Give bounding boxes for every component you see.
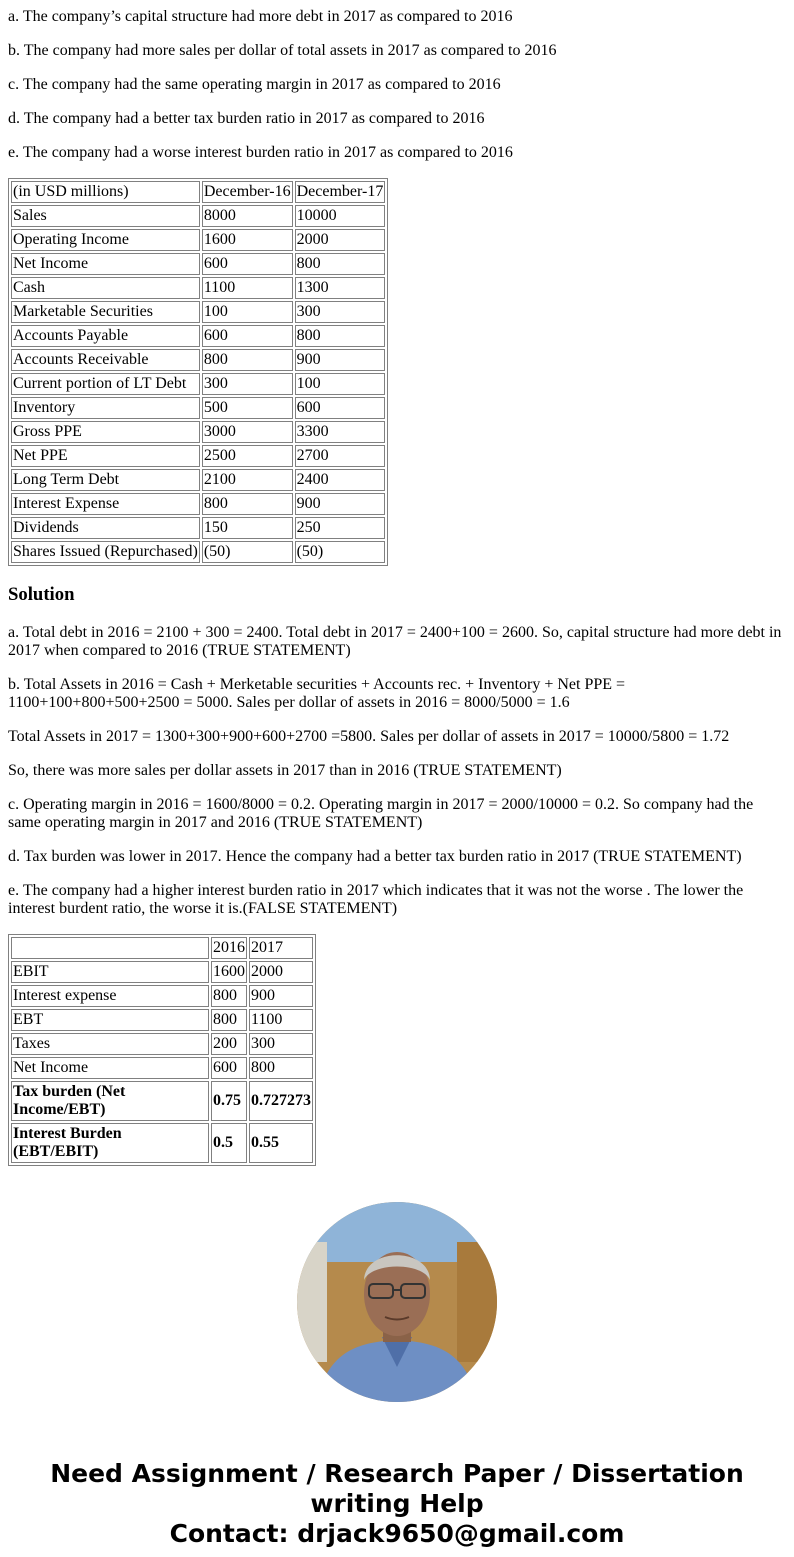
table-row (11, 1123, 313, 1163)
solution-c: c. Operating margin in 2016 = 1600/8000 = 0.2. Operating margin in 2017 = 2000/10000 = 0.2. So company had the same operating margin in 2017 and 2016 (TRUE STATEMENT) (8, 796, 754, 831)
value-cell: 2700 (295, 445, 386, 467)
value-cell: 300 (295, 301, 386, 323)
value-cell: 2017 (249, 937, 313, 959)
solution-heading: Solution (8, 584, 75, 605)
value-cell: 0.75 (211, 1081, 247, 1121)
solution-b: b. Total Assets in 2016 = Cash + Merketable securities + Accounts rec. + Inventory + Net PPE = 1100+100+800+500+2500 = 5000. Sales per dollar of assets in 2016 = 8000/5000 = 1.6 (8, 676, 626, 711)
statement-c: c. The company had the same operating margin in 2017 as compared to 2016 (8, 76, 501, 93)
value-cell: 2500 (202, 445, 293, 467)
table-row (11, 517, 385, 539)
value-cell: 900 (295, 493, 386, 515)
row-label-cell: Inventory (11, 397, 200, 419)
row-label-cell: Interest Burden (EBT/EBIT) (11, 1123, 209, 1163)
statement-a: a. The company’s capital structure had more debt in 2017 as compared to 2016 (8, 8, 513, 25)
value-cell: 800 (202, 493, 293, 515)
row-label-cell: Current portion of LT Debt (11, 373, 200, 395)
table-row (11, 397, 385, 419)
value-cell: (50) (202, 541, 293, 563)
table-row (11, 373, 385, 395)
solution-e: e. The company had a higher interest burden ratio in 2017 which indicates that it was not the worse . The lower the interest burdent ratio, the worse it is.(FALSE STATEMENT) (8, 882, 744, 917)
value-cell: 600 (211, 1057, 247, 1079)
row-label-cell: Net PPE (11, 445, 200, 467)
table-row (11, 541, 385, 563)
row-label-cell: Taxes (11, 1033, 209, 1055)
row-label-cell: Net Income (11, 253, 200, 275)
value-cell: 800 (211, 1009, 247, 1031)
table-row (11, 205, 385, 227)
table-row (11, 961, 313, 983)
table-row (11, 469, 385, 491)
author-photo-wrap (8, 1202, 786, 1407)
value-cell: 150 (202, 517, 293, 539)
author-photo (297, 1202, 497, 1402)
value-cell: (50) (295, 541, 386, 563)
row-label-cell: EBIT (11, 961, 209, 983)
solution-d: d. Tax burden was lower in 2017. Hence the company had a better tax burden ratio in 2017 (TRUE STATEMENT) (8, 848, 742, 865)
row-label-cell: Accounts Payable (11, 325, 200, 347)
financial-data-table (8, 178, 388, 566)
value-cell: 600 (202, 325, 293, 347)
value-cell: 800 (211, 985, 247, 1007)
row-label-cell: Operating Income (11, 229, 200, 251)
value-cell: 3000 (202, 421, 293, 443)
row-label-cell: Cash (11, 277, 200, 299)
value-cell: 100 (202, 301, 293, 323)
value-cell: 500 (202, 397, 293, 419)
value-cell: 100 (295, 373, 386, 395)
value-cell: December-17 (295, 181, 386, 203)
value-cell: 1100 (249, 1009, 313, 1031)
row-label-cell: EBT (11, 1009, 209, 1031)
value-cell: 800 (295, 253, 386, 275)
value-cell: 250 (295, 517, 386, 539)
row-label-cell (11, 937, 209, 959)
table-row (11, 445, 385, 467)
table-row (11, 325, 385, 347)
table-row (11, 1009, 313, 1031)
row-label-cell: Net Income (11, 1057, 209, 1079)
question-statements (8, 8, 786, 162)
row-label-cell: Shares Issued (Repurchased) (11, 541, 200, 563)
table-row (11, 349, 385, 371)
table-row (11, 229, 385, 251)
table-row (11, 253, 385, 275)
value-cell: 600 (202, 253, 293, 275)
row-label-cell: (in USD millions) (11, 181, 200, 203)
burden-ratio-table (8, 934, 316, 1166)
value-cell: 900 (249, 985, 313, 1007)
solution-b-conclusion: So, there was more sales per dollar assets in 2017 than in 2016 (TRUE STATEMENT) (8, 762, 562, 779)
table-row (11, 1081, 313, 1121)
table-row (11, 937, 313, 959)
row-label-cell: Long Term Debt (11, 469, 200, 491)
table-row (11, 493, 385, 515)
footer-banner (8, 1459, 786, 1549)
table-row (11, 277, 385, 299)
value-cell: 2100 (202, 469, 293, 491)
value-cell: 10000 (295, 205, 386, 227)
value-cell: 2016 (211, 937, 247, 959)
row-label-cell: Tax burden (Net Income/EBT) (11, 1081, 209, 1121)
footer-help-text: Need Assignment / Research Paper / Dissertation writing Help (50, 1459, 744, 1518)
value-cell: 900 (295, 349, 386, 371)
value-cell: 1100 (202, 277, 293, 299)
value-cell: 1600 (202, 229, 293, 251)
value-cell: 1600 (211, 961, 247, 983)
row-label-cell: Dividends (11, 517, 200, 539)
table-row (11, 301, 385, 323)
table-row (11, 985, 313, 1007)
solution-b-2017: Total Assets in 2017 = 1300+300+900+600+2700 =5800. Sales per dollar of assets in 2017 = 10000/5800 = 1.72 (8, 728, 730, 745)
row-label-cell: Gross PPE (11, 421, 200, 443)
value-cell: 2000 (249, 961, 313, 983)
footer-contact: Contact: drjack9650@gmail.com (169, 1519, 625, 1548)
table-row (11, 1057, 313, 1079)
value-cell: 200 (211, 1033, 247, 1055)
solution-text (8, 624, 786, 918)
value-cell: 800 (249, 1057, 313, 1079)
solution-a: a. Total debt in 2016 = 2100 + 300 = 2400. Total debt in 2017 = 2400+100 = 2600. So, capital structure had more debt in 2017 when compared to 2016 (TRUE STATEMENT) (8, 624, 782, 659)
table-row (11, 1033, 313, 1055)
statement-b: b. The company had more sales per dollar of total assets in 2017 as compared to 2016 (8, 42, 557, 59)
value-cell: 800 (295, 325, 386, 347)
statement-d: d. The company had a better tax burden ratio in 2017 as compared to 2016 (8, 110, 485, 127)
table-row (11, 421, 385, 443)
table-row (11, 181, 385, 203)
value-cell: 0.727273 (249, 1081, 313, 1121)
value-cell: 0.55 (249, 1123, 313, 1163)
row-label-cell: Sales (11, 205, 200, 227)
value-cell: 2400 (295, 469, 386, 491)
value-cell: 3300 (295, 421, 386, 443)
row-label-cell: Interest Expense (11, 493, 200, 515)
value-cell: 1300 (295, 277, 386, 299)
value-cell: 600 (295, 397, 386, 419)
row-label-cell: Interest expense (11, 985, 209, 1007)
value-cell: 300 (202, 373, 293, 395)
value-cell: 800 (202, 349, 293, 371)
row-label-cell: Marketable Securities (11, 301, 200, 323)
value-cell: December-16 (202, 181, 293, 203)
value-cell: 2000 (295, 229, 386, 251)
row-label-cell: Accounts Receivable (11, 349, 200, 371)
statement-e: e. The company had a worse interest burden ratio in 2017 as compared to 2016 (8, 144, 513, 161)
value-cell: 8000 (202, 205, 293, 227)
value-cell: 0.5 (211, 1123, 247, 1163)
value-cell: 300 (249, 1033, 313, 1055)
